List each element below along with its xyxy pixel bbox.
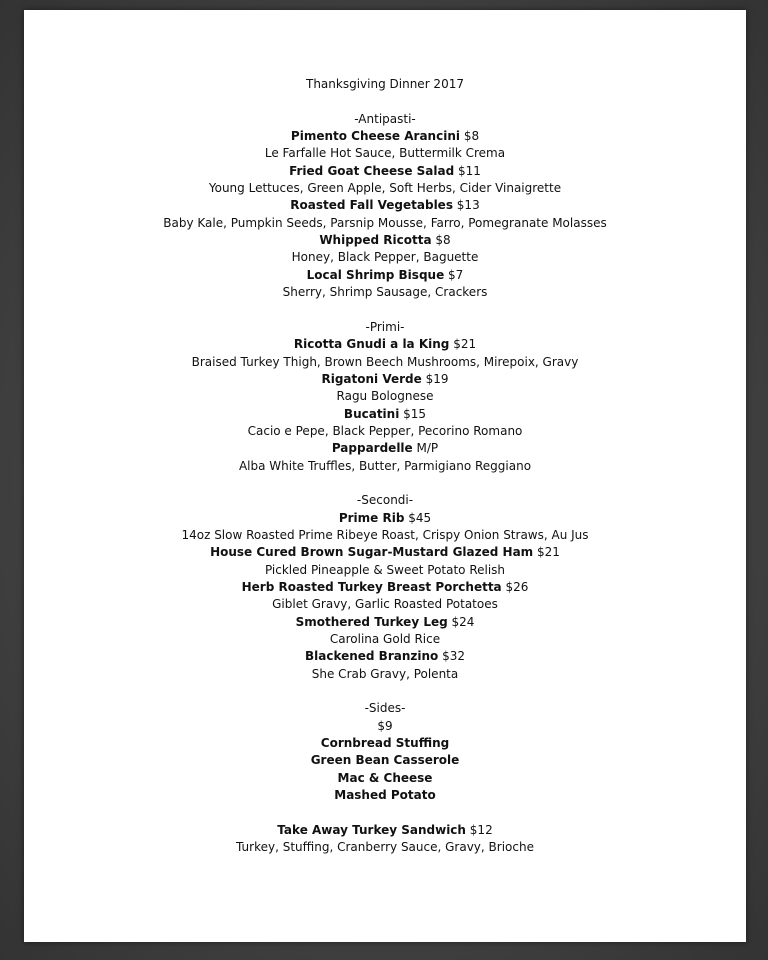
menu-item (24, 648, 746, 665)
menu-item (24, 544, 746, 561)
sides-price: $9 (377, 718, 393, 733)
menu-item (24, 406, 746, 423)
section-heading-sides: -Sides- (364, 701, 406, 716)
menu-item (24, 336, 746, 353)
item-name: Fried Goat Cheese Salad (289, 163, 455, 178)
item-name: Whipped Ricotta (319, 233, 432, 248)
menu-page (24, 10, 746, 942)
item-name: Roasted Fall Vegetables (290, 198, 453, 213)
item-price: $13 (456, 198, 480, 213)
item-price: $24 (451, 614, 475, 629)
menu-item (24, 197, 746, 214)
item-price: $19 (425, 371, 449, 386)
spacer (24, 301, 746, 318)
item-name: Prime Rib (338, 510, 405, 525)
item-price: $7 (448, 267, 464, 282)
side-item: Mac & Cheese (337, 770, 433, 785)
item-description: Cacio e Pepe, Black Pepper, Pecorino Romano (247, 423, 523, 438)
item-name: Ricotta Gnudi a la King (293, 337, 450, 352)
item-description: She Crab Gravy, Polenta (311, 666, 459, 681)
item-description: Honey, Black Pepper, Baguette (291, 250, 479, 265)
menu-item (24, 163, 746, 180)
item-description: Turkey, Stuffing, Cranberry Sauce, Gravy, Brioche (236, 840, 534, 855)
spacer (24, 683, 746, 700)
menu-item (24, 440, 746, 457)
item-name: Herb Roasted Turkey Breast Porchetta (241, 579, 502, 594)
item-description: Alba White Truffles, Butter, Parmigiano Reggiano (238, 458, 532, 473)
item-name: Pimento Cheese Arancini (290, 129, 460, 144)
side-item: Green Bean Casserole (310, 753, 460, 768)
item-price: M/P (416, 441, 439, 456)
menu-body (24, 76, 746, 856)
section-heading-primi: -Primi- (365, 319, 405, 334)
item-name: Bucatini (343, 406, 400, 421)
item-name: Pappardelle (331, 441, 413, 456)
item-description: 14oz Slow Roasted Prime Ribeye Roast, Crispy Onion Straws, Au Jus (181, 527, 589, 542)
menu-item (24, 579, 746, 596)
item-description: Carolina Gold Rice (329, 632, 441, 646)
item-description: Ragu Bolognese (336, 389, 434, 404)
item-price: $32 (442, 649, 466, 664)
item-price: $45 (408, 510, 432, 525)
item-price: $21 (537, 545, 560, 560)
item-description: Giblet Gravy, Garlic Roasted Potatoes (272, 597, 498, 612)
item-name: Local Shrimp Bisque (306, 267, 445, 282)
item-name: Smothered Turkey Leg (295, 614, 448, 629)
item-name: Blackened Branzino (304, 649, 439, 664)
spacer (24, 804, 746, 821)
menu-item (24, 267, 746, 284)
section-heading-antipasti: -Antipasti- (354, 111, 416, 126)
menu-item (24, 232, 746, 249)
side-item: Cornbread Stuffing (320, 736, 450, 751)
item-name: Rigatoni Verde (321, 371, 422, 386)
item-description: Baby Kale, Pumpkin Seeds, Parsnip Mousse, Farro, Pomegranate Molasses (163, 215, 607, 230)
item-price: $26 (505, 579, 529, 594)
spacer (24, 93, 746, 110)
item-name: House Cured Brown Sugar-Mustard Glazed Ham (210, 545, 534, 560)
item-price: $8 (463, 129, 480, 144)
item-price: $12 (469, 822, 493, 837)
item-price: $15 (403, 406, 427, 421)
item-price: $8 (435, 233, 451, 248)
item-description: Pickled Pineapple & Sweet Potato Relish (264, 562, 506, 577)
menu-item (24, 510, 746, 527)
item-description: Sherry, Shrimp Sausage, Crackers (282, 285, 488, 300)
item-price: $21 (453, 337, 477, 352)
menu-title: Thanksgiving Dinner 2017 (306, 77, 464, 91)
section-heading-secondi: -Secondi- (356, 493, 414, 508)
menu-item-takeaway (24, 822, 746, 839)
menu-item (24, 128, 746, 145)
menu-item (24, 614, 746, 631)
side-item: Mashed Potato (334, 788, 436, 803)
menu-item (24, 371, 746, 388)
item-price: $11 (458, 163, 481, 178)
item-name: Take Away Turkey Sandwich (277, 822, 466, 837)
spacer (24, 475, 746, 492)
item-description: Young Lettuces, Green Apple, Soft Herbs, Cider Vinaigrette (208, 181, 562, 196)
item-description: Braised Turkey Thigh, Brown Beech Mushrooms, Mirepoix, Gravy (191, 354, 579, 369)
item-description: Le Farfalle Hot Sauce, Buttermilk Crema (264, 146, 506, 161)
